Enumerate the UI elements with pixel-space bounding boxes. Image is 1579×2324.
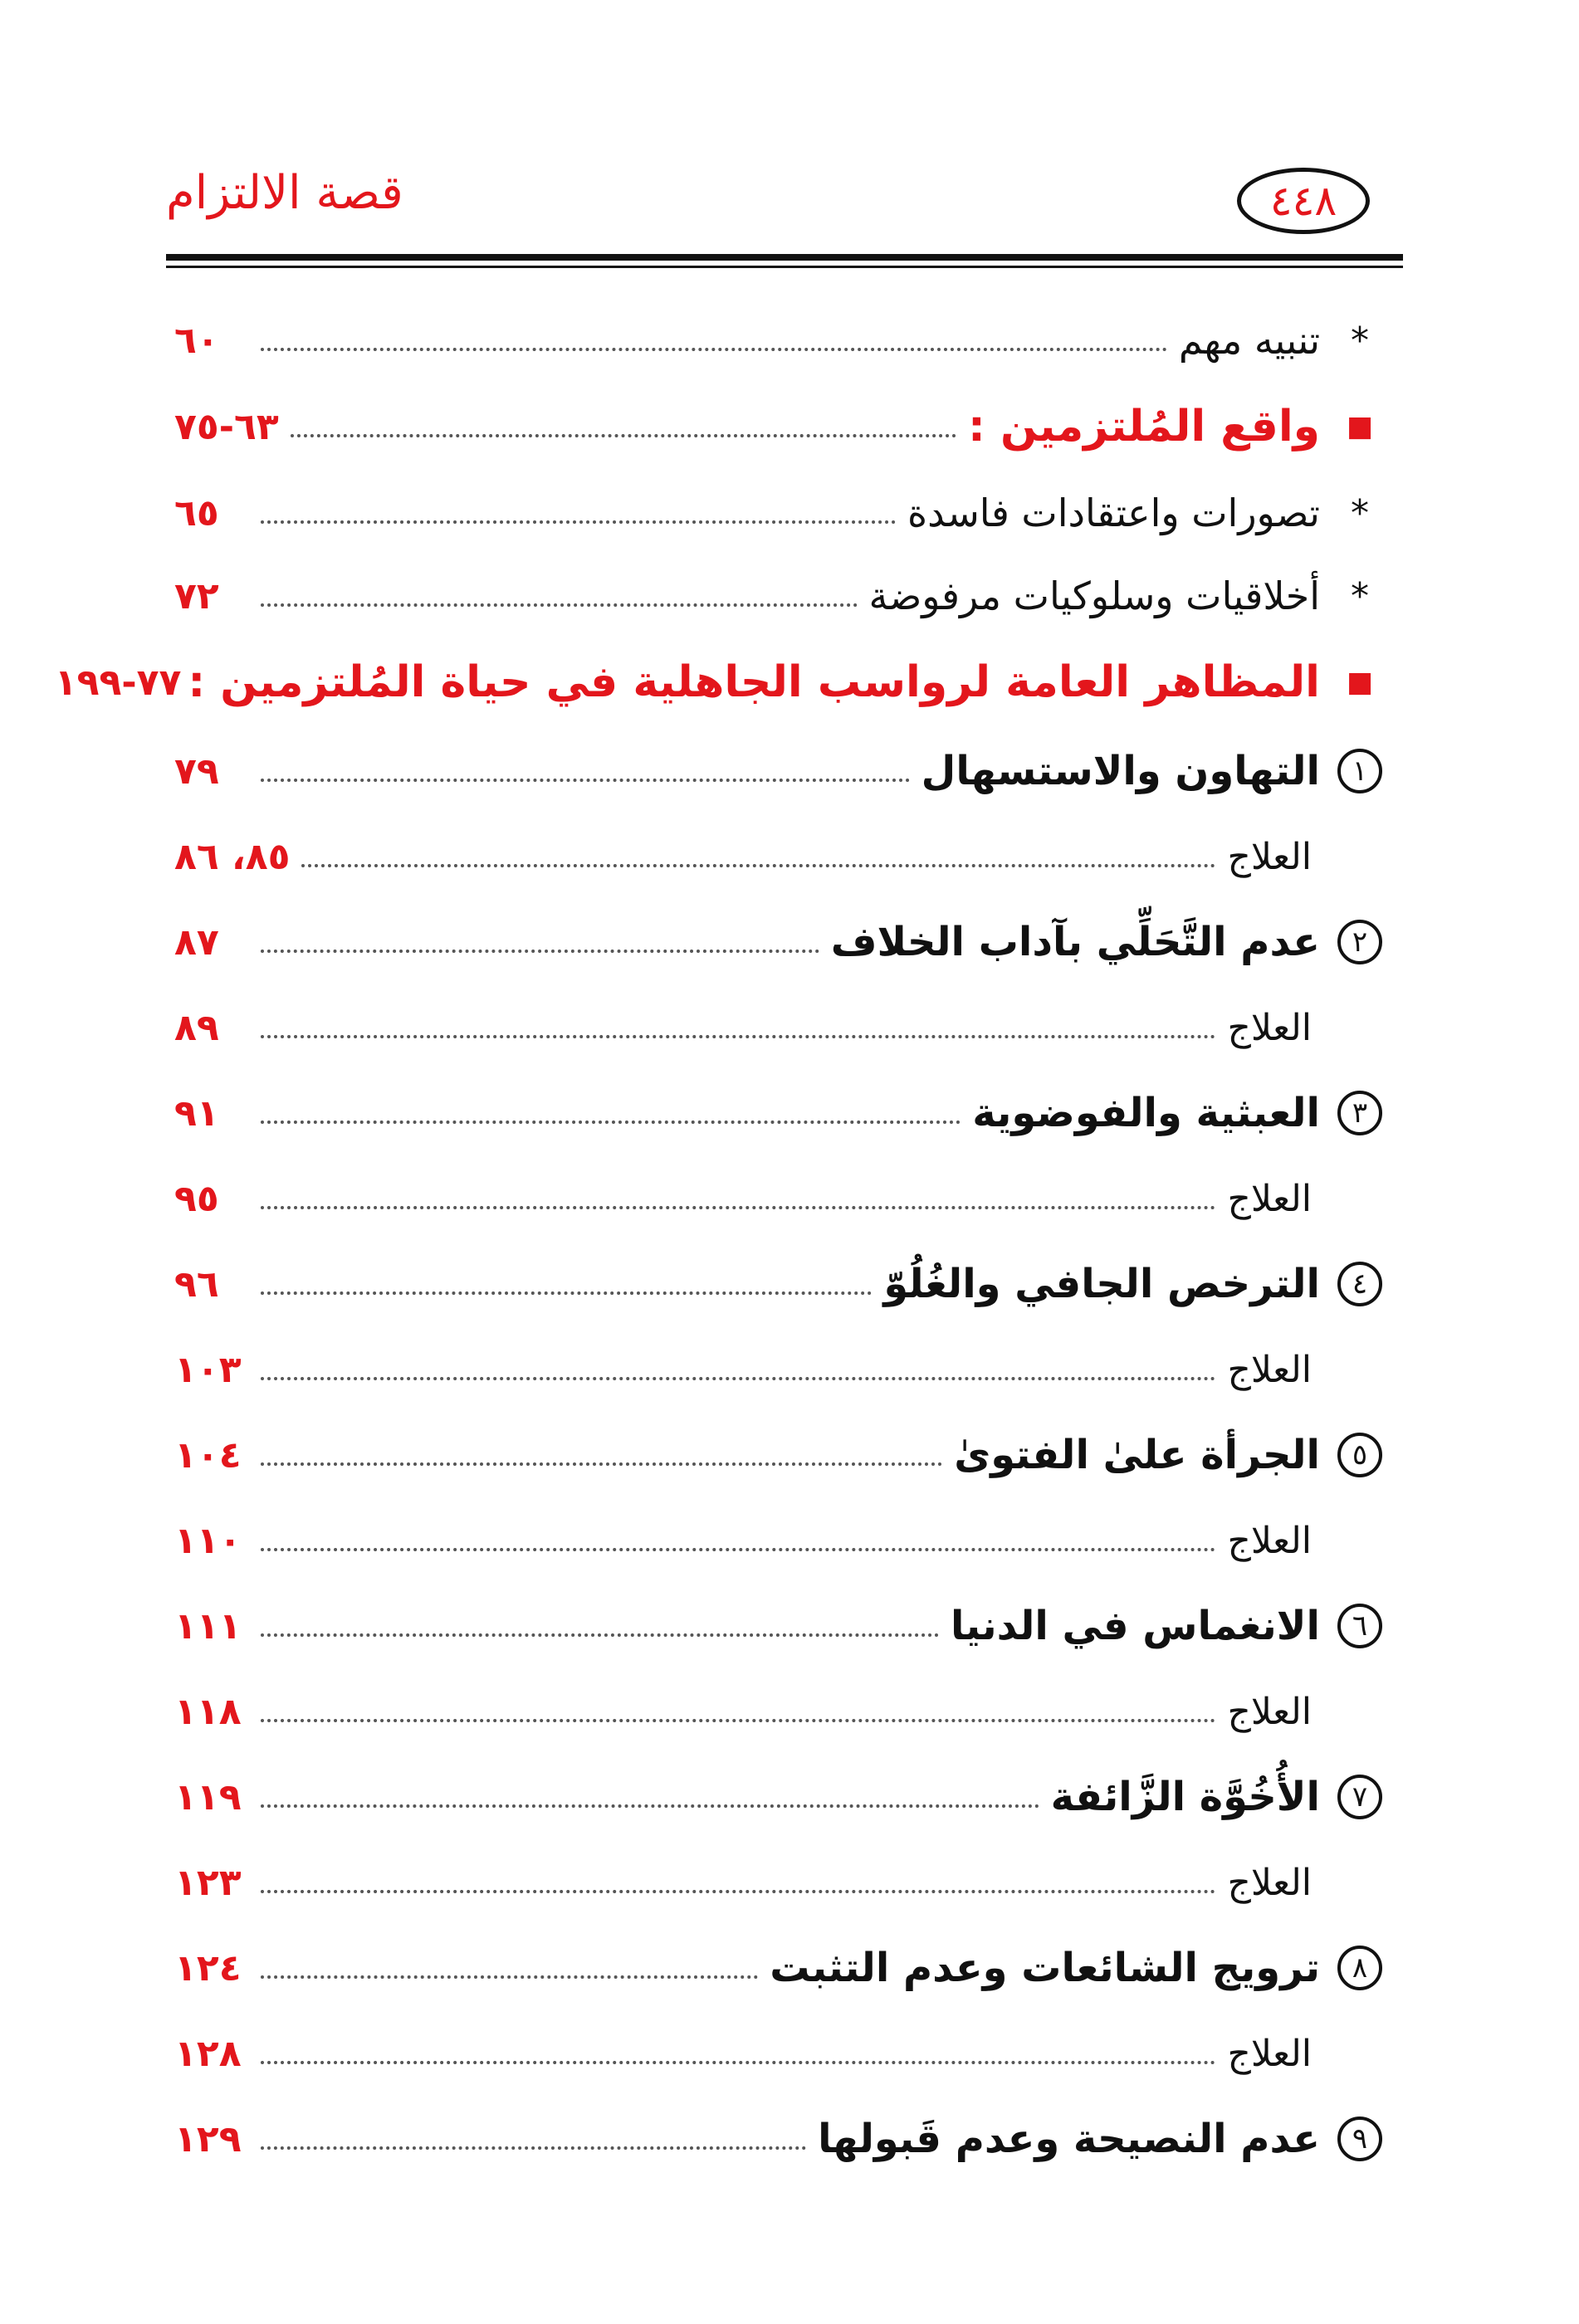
toc-page: ٦٥	[174, 491, 219, 535]
dot-leader	[261, 1633, 939, 1637]
circled-number-marker	[1333, 1262, 1386, 1306]
dot-leader	[261, 520, 896, 524]
toc-page: ٧٢	[174, 574, 219, 618]
dot-leader	[261, 779, 910, 782]
circled-number: ٩	[1337, 2116, 1382, 2161]
circled-number: ٦	[1337, 1604, 1382, 1648]
header-rule-thick	[166, 254, 1403, 261]
toc-row	[166, 1240, 1386, 1328]
toc-row	[166, 1924, 1386, 2012]
toc-subtitle: العلاج	[1227, 1519, 1312, 1562]
dot-leader	[261, 1719, 1215, 1722]
dot-leader	[261, 1120, 961, 1124]
circled-number: ١	[1337, 749, 1382, 793]
toc-title: الجرأة علىٰ الفتوىٰ	[954, 1432, 1320, 1478]
toc-page: ٧٧-١٩٩	[54, 661, 182, 704]
toc-page: ٨٥، ٨٦	[174, 835, 291, 878]
circled-number-marker	[1333, 1433, 1386, 1477]
dot-leader	[261, 1291, 872, 1295]
toc-page: ١١٠	[174, 1519, 242, 1562]
toc-subrow	[166, 1157, 1386, 1240]
circled-number-marker	[1333, 920, 1386, 964]
toc-title: العبثية والفوضوية	[972, 1090, 1320, 1136]
circled-number-marker	[1333, 1946, 1386, 1990]
toc-subrow	[166, 1841, 1386, 1924]
toc-row	[166, 471, 1386, 554]
dot-leader	[291, 434, 956, 437]
circled-number: ٢	[1337, 920, 1382, 964]
toc-title: تصورات واعتقادات فاسدة	[907, 491, 1320, 535]
toc-page: ٨٧	[174, 920, 219, 964]
square-marker: ■	[1346, 410, 1374, 443]
dot-leader	[261, 1377, 1215, 1380]
toc-title: الترخص الجافي والغُلُوّ	[883, 1261, 1320, 1307]
dot-leader	[261, 348, 1167, 351]
toc-page: ٨٩	[174, 1006, 219, 1049]
toc-row	[166, 898, 1386, 986]
toc-section-row	[166, 382, 1386, 471]
toc-subtitle: العلاج	[1227, 1006, 1312, 1049]
circled-number: ٣	[1337, 1091, 1382, 1135]
page-number: ٤٤٨	[1237, 168, 1370, 234]
toc-page: ١٢٤	[174, 1946, 242, 1990]
toc-section-title: واقع المُلتزمين :	[968, 402, 1320, 452]
toc-page: ١٠٣	[174, 1348, 242, 1391]
square-marker: ■	[1346, 666, 1374, 699]
toc-page: ٩١	[174, 1091, 219, 1135]
toc-title: التهاون والاستسهال	[921, 748, 1320, 794]
circled-number: ٤	[1337, 1262, 1382, 1306]
circled-number-marker	[1333, 1091, 1386, 1135]
asterisk-marker: *	[1351, 574, 1369, 618]
toc-subtitle: العلاج	[1227, 1348, 1312, 1391]
toc-title: عدم النصيحة وعدم قَبولها	[818, 2116, 1320, 2162]
dot-leader	[261, 1035, 1215, 1038]
toc-subrow	[166, 1328, 1386, 1411]
dot-leader	[261, 603, 858, 607]
toc-row	[166, 1753, 1386, 1841]
toc-subrow	[166, 1499, 1386, 1582]
toc-title: تنبيه مهم	[1178, 318, 1320, 363]
toc-title: الانغماس في الدنيا	[950, 1603, 1320, 1649]
asterisk-marker: *	[1351, 319, 1369, 362]
dot-leader	[261, 950, 819, 953]
toc-row	[166, 1582, 1386, 1670]
toc-section-row	[54, 637, 1386, 727]
dot-leader	[261, 2146, 806, 2150]
toc-page: ٦٠	[174, 319, 219, 362]
toc-page: ١١١	[174, 1604, 242, 1648]
toc-subrow	[166, 986, 1386, 1069]
toc-page: ١١٩	[174, 1775, 242, 1819]
dot-leader	[261, 1548, 1215, 1551]
toc-page: ٩٦	[174, 1262, 219, 1306]
table-of-contents	[54, 299, 1386, 2183]
toc-subtitle: العلاج	[1227, 1690, 1312, 1733]
toc-subrow	[166, 1670, 1386, 1753]
circled-number-marker	[1333, 749, 1386, 793]
dot-leader	[261, 1890, 1215, 1893]
toc-page: ١٠٤	[174, 1433, 242, 1477]
toc-row	[166, 1069, 1386, 1157]
circled-number: ٥	[1337, 1433, 1382, 1477]
book-title: قصة الالتزام	[166, 166, 403, 220]
toc-title: عدم التَّحَلِّي بآداب الخلاف	[830, 919, 1320, 965]
toc-page: ٩٥	[174, 1177, 219, 1220]
page-header	[166, 149, 1403, 266]
toc-row	[166, 1411, 1386, 1499]
circled-number: ٧	[1337, 1775, 1382, 1819]
toc-title: أخلاقيات وسلوكيات مرفوضة	[868, 574, 1320, 618]
toc-row	[166, 2095, 1386, 2183]
toc-subtitle: العلاج	[1227, 1861, 1312, 1904]
toc-page: ٦٣-٧٥	[174, 405, 279, 448]
toc-page: ١٢٨	[174, 2032, 242, 2075]
circled-number: ٨	[1337, 1946, 1382, 1990]
dot-leader	[301, 864, 1215, 867]
toc-page: ١١٨	[174, 1690, 242, 1733]
toc-row	[166, 299, 1386, 382]
dot-leader	[261, 1804, 1039, 1808]
toc-title: ترويج الشائعات وعدم التثبت	[770, 1945, 1320, 1991]
asterisk-marker: *	[1351, 491, 1369, 535]
toc-row	[166, 554, 1386, 637]
dot-leader	[261, 1975, 758, 1979]
toc-row	[166, 727, 1386, 815]
toc-section-title: المظاهر العامة لرواسب الجاهلية في حياة المُلتزمين :	[188, 657, 1320, 707]
circled-number-marker	[1333, 1604, 1386, 1648]
toc-page: ١٢٣	[174, 1861, 242, 1904]
toc-subtitle: العلاج	[1227, 1177, 1312, 1220]
toc-page: ٧٩	[174, 749, 219, 793]
toc-page: ١٢٩	[174, 2117, 242, 2160]
toc-title: الأُخُوَّة الزَّائفة	[1050, 1774, 1320, 1820]
header-rule-thin	[166, 266, 1403, 268]
toc-subrow	[166, 815, 1386, 898]
toc-subrow	[166, 2012, 1386, 2095]
toc-subtitle: العلاج	[1227, 2032, 1312, 2075]
circled-number-marker	[1333, 1775, 1386, 1819]
toc-subtitle: العلاج	[1227, 835, 1312, 878]
circled-number-marker	[1333, 2116, 1386, 2161]
dot-leader	[261, 2061, 1215, 2064]
dot-leader	[261, 1462, 942, 1466]
dot-leader	[261, 1206, 1215, 1209]
